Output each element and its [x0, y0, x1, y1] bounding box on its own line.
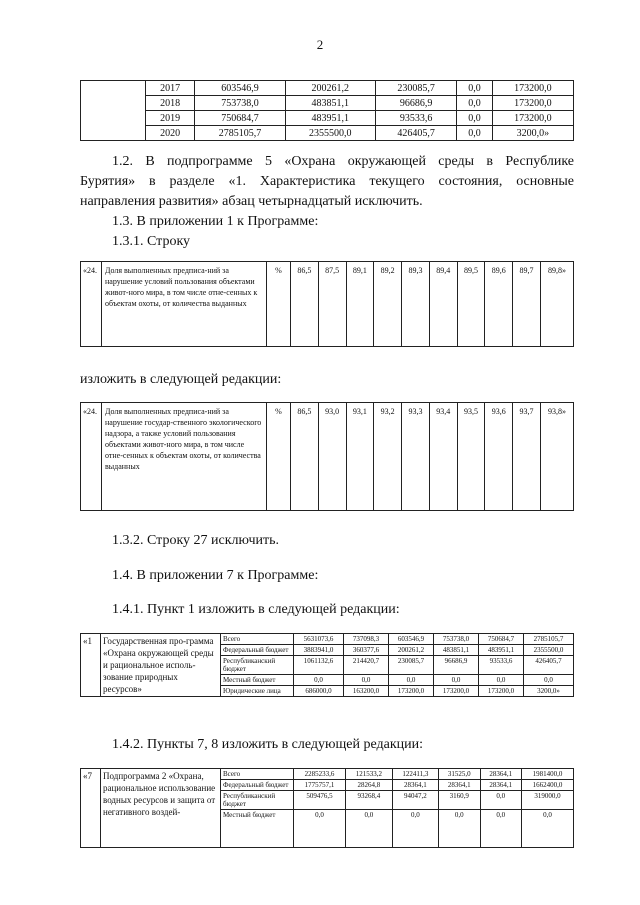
table-cell: 0,0	[392, 810, 438, 848]
table-cell: 483851,1	[285, 96, 375, 111]
table-cell: 509476,5	[294, 791, 346, 810]
table-cell: 173200,0	[492, 111, 573, 126]
paragraph-1-3-2: 1.3.2. Строку 27 исключить.	[112, 533, 280, 548]
table-cell: 93533,6	[375, 111, 456, 126]
table-cell: 86,5	[291, 403, 319, 511]
table-cell: 93,0	[318, 403, 346, 511]
funding-source: Местный бюджет	[221, 675, 294, 686]
indicator-unit: %	[267, 262, 291, 347]
program-item-1-table	[80, 633, 574, 697]
indicator-unit: %	[267, 403, 291, 511]
table-cell: 426405,7	[375, 126, 456, 141]
table-cell: 122411,3	[392, 769, 438, 780]
table-cell: 89,3	[402, 262, 430, 347]
table-cell: 3200,0»	[492, 126, 573, 141]
funding-source: Всего	[221, 769, 294, 780]
table-cell: 2355500,0	[285, 126, 375, 141]
table-cell: 28364,1	[439, 780, 480, 791]
table-cell: 753738,0	[195, 96, 285, 111]
table-cell: 230085,7	[389, 656, 434, 675]
row-number: «24.	[81, 403, 102, 511]
indicator-row-24-old	[80, 261, 574, 347]
table-cell: 2785105,7	[523, 634, 573, 645]
table-cell: 28364,1	[480, 769, 521, 780]
table-cell: 2285233,6	[294, 769, 346, 780]
funding-source: Республиканский бюджет	[221, 656, 294, 675]
program-item-7-table	[80, 768, 574, 848]
table-row	[81, 81, 574, 96]
program-name: Подпрограмма 2 «Охрана, рациональное использование водных ресурсов и защита от негативного воздей-	[101, 769, 221, 848]
table-cell: 93,6	[485, 403, 513, 511]
table-cell: 2019	[146, 111, 195, 126]
table-cell: 603546,9	[389, 634, 434, 645]
table-cell: 0,0	[457, 96, 493, 111]
table-cell: 93,8»	[540, 403, 573, 511]
table-cell: 0,0	[480, 810, 521, 848]
table-cell: 89,7	[513, 262, 541, 347]
paragraph-1-3: 1.3. В приложении 1 к Программе:	[112, 214, 319, 229]
table-cell: 0,0	[457, 81, 493, 96]
row-number: «1	[81, 634, 101, 697]
table-cell: 173200,0	[478, 686, 523, 697]
table-cell: 173200,0	[492, 96, 573, 111]
table-cell: 121533,2	[345, 769, 392, 780]
table-row	[81, 111, 574, 126]
table-row	[81, 126, 574, 141]
table-row	[81, 769, 574, 780]
table-cell: 96686,9	[375, 96, 456, 111]
table-cell: 89,4	[429, 262, 457, 347]
table-cell: 426405,7	[523, 656, 573, 675]
table-cell: 737098,3	[344, 634, 389, 645]
table-cell: 93,4	[429, 403, 457, 511]
table-cell: 0,0	[523, 675, 573, 686]
paragraph-edit: изложить в следующей редакции:	[80, 372, 282, 387]
table-cell: 0,0	[457, 126, 493, 141]
table-cell: 360377,6	[344, 645, 389, 656]
paragraph-1-4-1: 1.4.1. Пункт 1 изложить в следующей редакции:	[112, 602, 400, 617]
table-cell: 96686,9	[433, 656, 478, 675]
table-cell: 93533,6	[478, 656, 523, 675]
row-number: «24.	[81, 262, 102, 347]
table-cell: 0,0	[345, 810, 392, 848]
table-cell: 200261,2	[389, 645, 434, 656]
table-cell: 0,0	[480, 791, 521, 810]
table-cell: 603546,9	[195, 81, 285, 96]
paragraph-1-4-2: 1.4.2. Пункты 7, 8 изложить в следующей редакции:	[112, 737, 424, 752]
budget-years-table	[80, 80, 574, 141]
table-cell: 1981400,0	[521, 769, 573, 780]
table-cell: 0,0	[294, 810, 346, 848]
indicator-name: Доля выполненных предписа-ний за нарушение государ-ственного экологического надзора, а также условий пользования объектами живот-ного мира, в том числе отне-сенных к объектам охоты, от количества выданных	[102, 403, 267, 511]
table-cell: 28364,1	[480, 780, 521, 791]
table-cell: 89,5	[457, 262, 485, 347]
table-row	[81, 262, 574, 347]
table-cell: 28364,1	[392, 780, 438, 791]
funding-source: Федеральный бюджет	[221, 645, 294, 656]
table-cell: 319000,0	[521, 791, 573, 810]
funding-source: Местный бюджет	[221, 810, 294, 848]
table-cell: 753738,0	[433, 634, 478, 645]
table-cell-empty	[81, 81, 146, 141]
table-row	[81, 403, 574, 511]
funding-source: Юридические лица	[221, 686, 294, 697]
table-cell: 750684,7	[195, 111, 285, 126]
table-row	[81, 96, 574, 111]
table-cell: 0,0	[457, 111, 493, 126]
table-cell: 89,8»	[540, 262, 573, 347]
funding-source: Федеральный бюджет	[221, 780, 294, 791]
table-cell: 94047,2	[392, 791, 438, 810]
row-number: «7	[81, 769, 101, 848]
table-cell: 93,7	[513, 403, 541, 511]
table-cell: 28264,8	[345, 780, 392, 791]
program-name: Государственная про-грамма «Охрана окружающей среды и рациональное исполь-зование природных ресурсов»	[101, 634, 221, 697]
table-cell: 0,0	[344, 675, 389, 686]
page-number: 2	[316, 37, 324, 52]
table-cell: 31525,0	[439, 769, 480, 780]
paragraph-1-4: 1.4. В приложении 7 к Программе:	[112, 568, 319, 583]
table-cell: 163200,0	[344, 686, 389, 697]
paragraph-1-3-1: 1.3.1. Строку	[112, 234, 191, 249]
table-cell: 1662400,0	[521, 780, 573, 791]
table-cell: 686000,0	[294, 686, 344, 697]
table-cell: 214420,7	[344, 656, 389, 675]
table-cell: 483951,1	[285, 111, 375, 126]
table-cell: 93,2	[374, 403, 402, 511]
indicator-name: Доля выполненных предписа-ний за нарушение условий пользования объектами живот-ного мира, в том числе отне-сенных к объектам охоты, от количества выданных	[102, 262, 267, 347]
paragraph-1-2-line2: Бурятия» в разделе «1. Характеристика текущего состояния, основные	[80, 174, 574, 189]
paragraph-1-2-line3: направления развития» абзац четырнадцатый исключить.	[80, 194, 423, 209]
table-cell: 0,0	[478, 675, 523, 686]
table-cell: 3883941,0	[294, 645, 344, 656]
table-cell: 93268,4	[345, 791, 392, 810]
table-cell: 1775757,1	[294, 780, 346, 791]
table-cell: 89,1	[346, 262, 374, 347]
table-cell: 173200,0	[433, 686, 478, 697]
table-cell: 173200,0	[389, 686, 434, 697]
table-cell: 2355500,0	[523, 645, 573, 656]
funding-source: Всего	[221, 634, 294, 645]
paragraph-1-2-line1: 1.2. В подпрограмме 5 «Охрана окружающей среды в Республике	[112, 154, 574, 169]
table-cell: 0,0	[439, 810, 480, 848]
table-row	[81, 634, 574, 645]
table-cell: 87,5	[318, 262, 346, 347]
table-cell: 93,1	[346, 403, 374, 511]
table-cell: 2017	[146, 81, 195, 96]
table-cell: 750684,7	[478, 634, 523, 645]
table-cell: 89,6	[485, 262, 513, 347]
table-cell: 2018	[146, 96, 195, 111]
table-cell: 0,0	[521, 810, 573, 848]
table-cell: 2785105,7	[195, 126, 285, 141]
indicator-row-24-new	[80, 402, 574, 511]
table-cell: 200261,2	[285, 81, 375, 96]
table-cell: 2020	[146, 126, 195, 141]
table-cell: 230085,7	[375, 81, 456, 96]
table-cell: 3160,9	[439, 791, 480, 810]
table-cell: 0,0	[294, 675, 344, 686]
table-cell: 86,5	[291, 262, 319, 347]
table-cell: 93,3	[402, 403, 430, 511]
table-cell: 93,5	[457, 403, 485, 511]
table-cell: 0,0	[433, 675, 478, 686]
table-cell: 483951,1	[478, 645, 523, 656]
table-cell: 5631073,6	[294, 634, 344, 645]
table-cell: 1061132,6	[294, 656, 344, 675]
table-cell: 173200,0	[492, 81, 573, 96]
funding-source: Республиканский бюджет	[221, 791, 294, 810]
table-cell: 0,0	[389, 675, 434, 686]
table-cell: 3200,0»	[523, 686, 573, 697]
table-cell: 89,2	[374, 262, 402, 347]
table-cell: 483851,1	[433, 645, 478, 656]
